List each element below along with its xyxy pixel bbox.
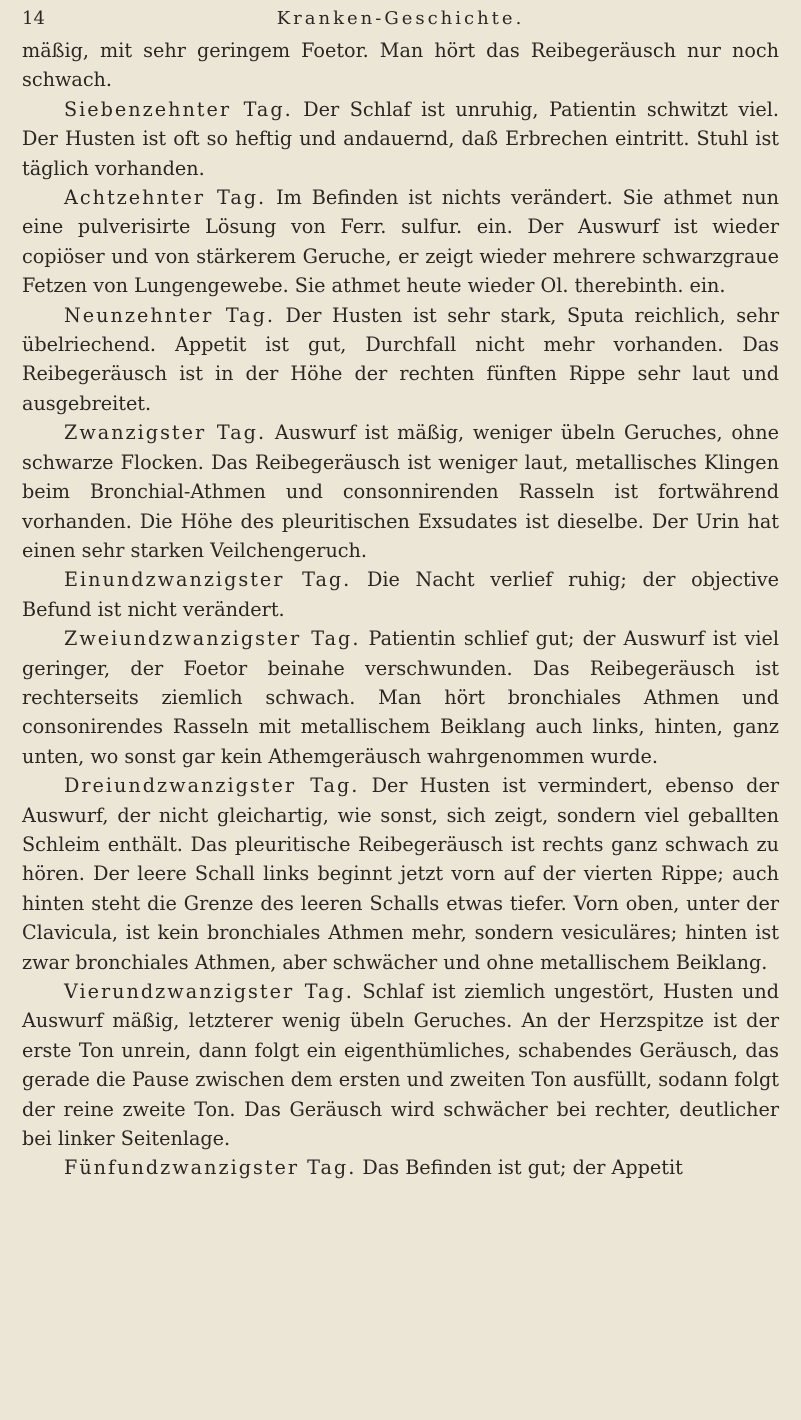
day-entry [22,624,779,771]
running-head [22,6,779,32]
day-heading: Siebenzehnter Tag. [64,97,293,121]
page-number: 14 [22,8,45,29]
day-entry [22,977,779,1153]
day-entry [22,95,779,183]
body-text [22,36,779,1183]
day-text: Der Schlaf ist unruhig, Patientin schwitzt viel. Der Husten ist oft so heftig und andauernd, daß Erbrechen eintritt. Stuhl ist täglich vorhanden. [22,97,779,180]
day-entry [22,183,779,301]
day-text: Auswurf ist mäßig, weniger übeln Geruches, ohne schwarze Flocken. Das Reibegeräusch ist weniger laut, metallisches Klingen beim Bronchial-Athmen und consonnirenden Rasseln ist fortwährend vorhanden. Die Höhe des pleuritischen Exsudates ist dieselbe. Der Urin hat einen sehr starken Veilchengeruch. [22,421,779,562]
day-heading: Fünfundzwanzigster Tag. [64,1156,357,1180]
day-entry [22,418,779,565]
running-title: Kranken-Geschichte. [276,8,525,29]
day-text: Der Husten ist vermindert, ebenso der Auswurf, der nicht gleichartig, wie sonst, sich zeigt, sondern viel geballten Schleim enthält. Das pleuritische Reibegeräusch ist rechts ganz schwach zu hören. Der leere Schall links beginnt jetzt vorn auf der vierten Rippe; auch hinten steht die Grenze des leeren Schalls etwas tiefer. Vorn oben, unter der Clavicula, ist kein bronchiales Athmen mehr, sondern vesiculäres; hinten ist zwar bronchiales Athmen, aber schwächer und ohne metallischem Beiklang. [22,774,779,974]
day-text: Patientin schlief gut; der Auswurf ist viel geringer, der Foetor beinahe verschwunden. Das Reibegeräusch ist rechterseits ziemlich schwach. Man hört bronchiales Athmen und consonirendes Rasseln mit metallischem Beiklang auch links, hinten, ganz unten, wo sonst gar kein Athemgeräusch wahrgenommen wurde. [22,627,779,768]
paragraph [22,36,779,95]
day-entry [22,771,779,977]
day-heading: Neunzehnter Tag. [64,303,275,327]
day-entry [22,565,779,624]
day-entry [22,301,779,419]
day-entry [22,1153,779,1182]
day-text: Die Nacht verlief ruhig; der objective Befund ist nicht verändert. [22,568,779,621]
day-heading: Achtzehnter Tag. [64,186,267,210]
day-text: Schlaf ist ziemlich ungestört, Husten und Auswurf mäßig, letzterer wenig übeln Geruches. An der Herzspitze ist der erste Ton unrein, dann folgt ein eigenthümliches, schabendes Geräusch, das gerade die Pause zwischen dem ersten und zweiten Ton ausfüllt, sodann folgt der reine zweite Ton. Das Geräusch wird schwächer bei rechter, deutlicher bei linker Seitenlage. [22,980,779,1151]
day-heading: Dreiundzwanzigster Tag. [64,774,360,798]
day-text: Das Befinden ist gut; der Appetit [362,1156,683,1180]
day-heading: Vierundzwanzigster Tag. [64,980,354,1003]
day-text: Im Befinden ist nichts verändert. Sie athmet nun eine pulverisirte Lösung von Ferr. sulfur. ein. Der Auswurf ist wieder copiöser und von stärkerem Geruche, er zeigt wieder mehrere schwarzgraue Fetzen von Lungengewebe. Sie athmet heute wieder Ol. therebinth. ein. [22,186,779,298]
day-heading: Einundzwanzigster Tag. [64,568,352,592]
day-text: Der Husten ist sehr stark, Sputa reichlich, sehr übelriechend. Appetit ist gut, Durchfall nicht mehr vorhanden. Das Reibegeräusch ist in der Höhe der rechten fünften Rippe sehr laut und ausgebreitet. [22,303,779,415]
day-heading: Zwanzigster Tag. [64,421,267,445]
paragraph-text: mäßig, mit sehr geringem Foetor. Man hört das Reibegeräusch nur noch schwach. [22,39,779,92]
day-heading: Zweiundzwanzigster Tag. [64,627,361,651]
